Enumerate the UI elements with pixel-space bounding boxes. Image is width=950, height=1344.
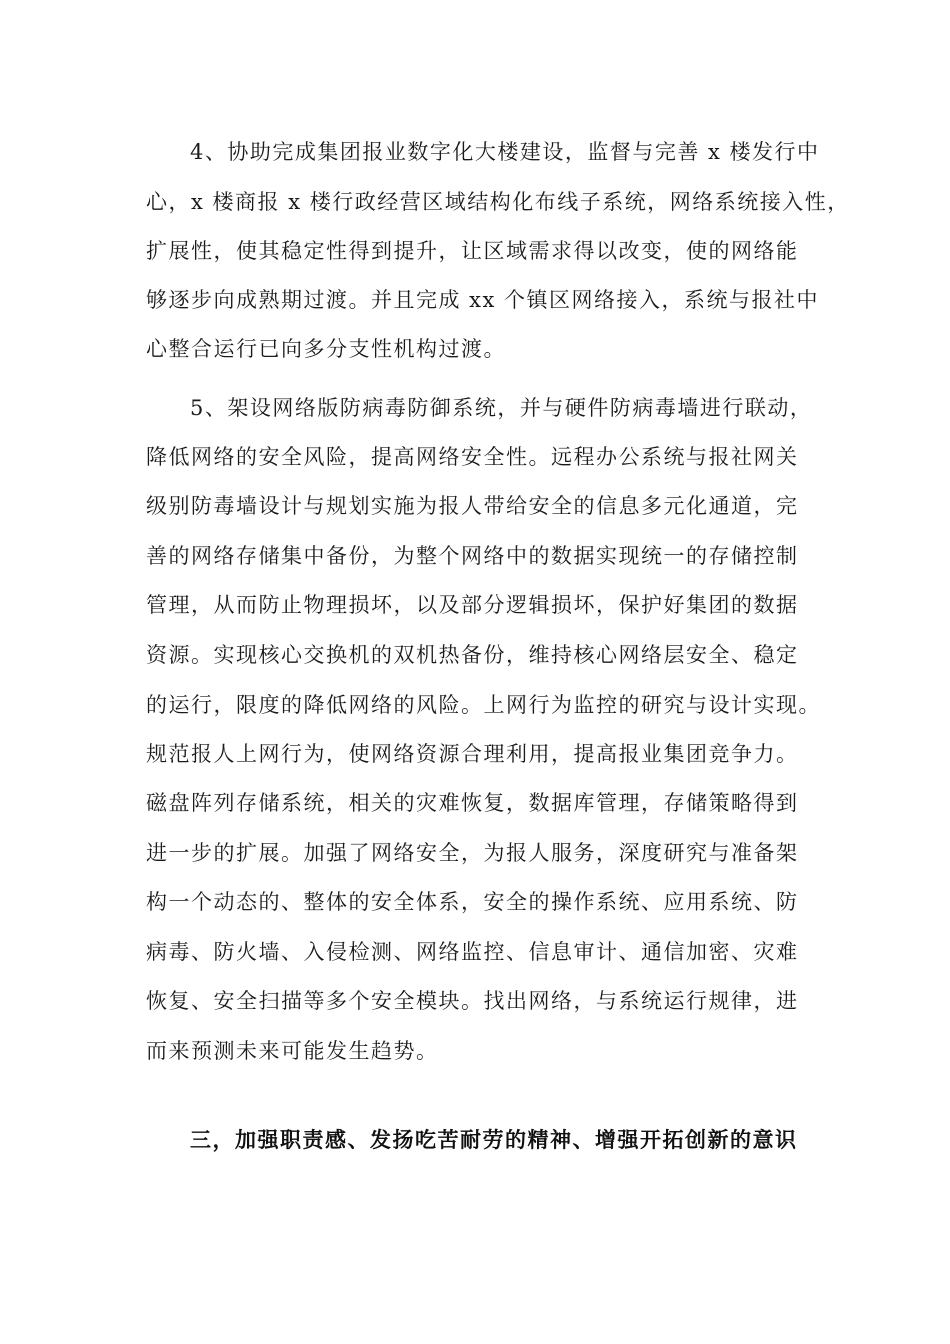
paragraph-5-line-8: 规范报人上网行为，使网络资源合理利用，提高报业集团竞争力。 xyxy=(146,742,799,766)
paragraph-5-line-6: 资源。实现核心交换机的双机热备份，维持核心网络层安全、稳定 xyxy=(146,643,799,667)
paragraph-5-line-4: 善的网络存储集中备份，为整个网络中的数据实现统一的存储控制 xyxy=(146,544,799,568)
paragraph-4-line-5: 心整合运行已向多分支性机构过渡。 xyxy=(146,337,506,361)
paragraph-5-line-3: 级别防毒墙设计与规划实施为报人带给安全的信息多元化通道，完 xyxy=(146,494,799,518)
paragraph-5-line-1: 5、架设网络版防病毒防御系统，并与硬件防病毒墙进行联动， xyxy=(190,396,813,420)
paragraph-4-line-4: 够逐步向成熟期过渡。并且完成 xx 个镇区网络接入，系统与报社中 xyxy=(146,288,820,312)
paragraph-5-line-9: 磁盘阵列存储系统，相关的灾难恢复，数据库管理，存储策略得到 xyxy=(146,791,799,815)
paragraph-4-line-2: 心，x 楼商报 x 楼行政经营区域结构化布线子系统，网络系统接入性， xyxy=(146,190,850,214)
paragraph-4-line-3: 扩展性，使其稳定性得到提升，让区域需求得以改变，使的网络能 xyxy=(146,239,799,263)
paragraph-5-line-5: 管理，从而防止物理损坏，以及部分逻辑损坏，保护好集团的数据 xyxy=(146,593,799,617)
paragraph-5-line-13: 恢复、安全扫描等多个安全模块。找出网络，与系统运行规律，进 xyxy=(146,989,799,1013)
paragraph-5-line-12: 病毒、防火墙、入侵检测、网络监控、信息审计、通信加密、灾难 xyxy=(146,940,799,964)
section-3-heading: 三，加强职责感、发扬吃苦耐劳的精神、增强开拓创新的意识 xyxy=(190,1128,798,1152)
paragraph-5-line-10: 进一步的扩展。加强了网络安全，为报人服务，深度研究与准备架 xyxy=(146,841,799,865)
paragraph-5-line-11: 构一个动态的、整体的安全体系，安全的操作系统、应用系统、防 xyxy=(146,890,799,914)
paragraph-5-line-14: 而来预测未来可能发生趋势。 xyxy=(146,1039,439,1063)
paragraph-5-line-2: 降低网络的安全风险，提高网络安全性。远程办公系统与报社网关 xyxy=(146,445,799,469)
paragraph-5-line-7: 的运行，限度的降低网络的风险。上网行为监控的研究与设计实现。 xyxy=(146,693,821,717)
paragraph-4-line-1: 4、协助完成集团报业数字化大楼建设，监督与完善 x 楼发行中 xyxy=(190,140,820,164)
